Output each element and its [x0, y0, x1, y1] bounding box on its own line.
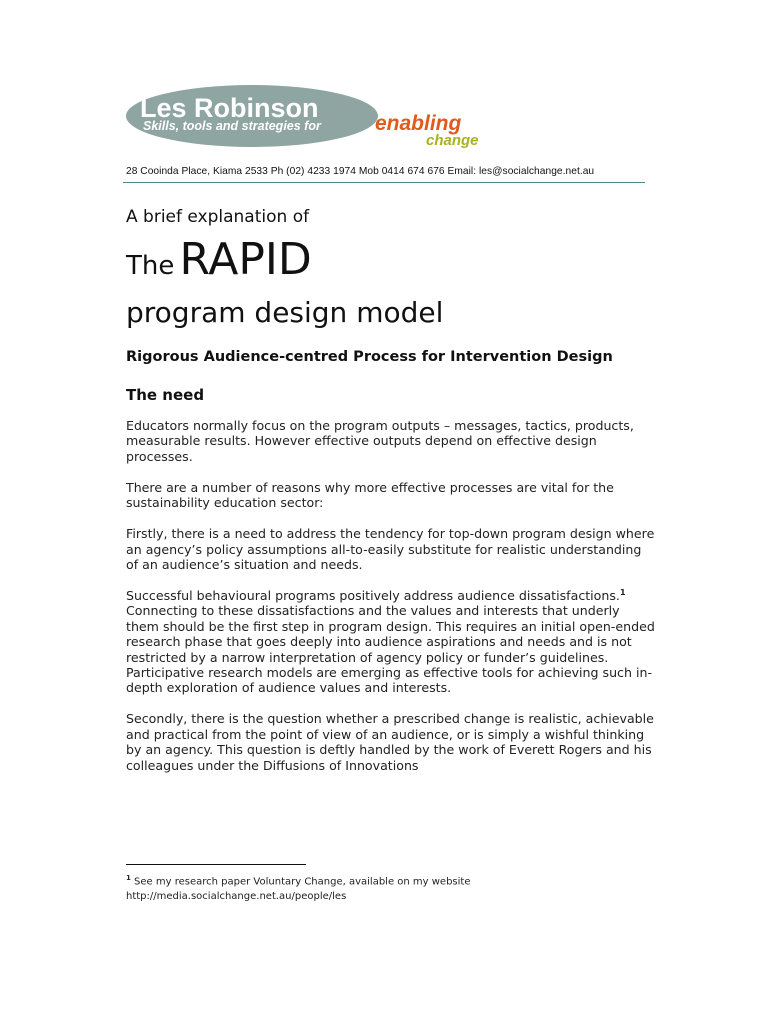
footnote-divider: [126, 864, 306, 865]
acronym-expansion: Rigorous Audience-centred Process for Intervention Design: [126, 349, 613, 365]
paragraph-part: Successful behavioural programs positively address audience dissatisfactions.: [126, 588, 620, 604]
logo-name: Les Robinson: [140, 93, 319, 123]
paragraph: Secondly, there is the question whether a prescribed change is realistic, achievable and practical from the point of view of an audience, or is simply a wishful thinking by an agency. This question is deftly handled by the work of Everett Rogers and his colleagues under the Diffusions of Innovations: [126, 711, 654, 773]
body-text: [126, 418, 656, 789]
document-subtitle: program design model: [126, 296, 444, 329]
footnote-marker: 1: [126, 874, 131, 882]
footnote-text: See my research paper Voluntary Change, available on my website: [130, 876, 471, 888]
footnote-reference[interactable]: 1: [619, 587, 626, 597]
footnote: [126, 871, 646, 905]
intro-text: A brief explanation of: [126, 207, 310, 227]
logo-change: change: [426, 132, 479, 149]
paragraph: There are a number of reasons why more effective processes are vital for the sustainability education sector:: [126, 479, 614, 511]
header-divider: [123, 182, 645, 183]
paragraph: Firstly, there is a need to address the tendency for top-down program design where an agency’s policy assumptions all-to-easily substitute for realistic understanding of an audience’s situation and needs.: [126, 526, 655, 573]
title-prefix: The: [126, 251, 175, 281]
logo-enabling: enabling: [375, 112, 462, 135]
footnote-url[interactable]: http://media.socialchange.net.au/people/les: [126, 890, 347, 902]
logo-tagline: Skills, tools and strategies for: [143, 119, 321, 133]
section-heading: The need: [126, 386, 205, 404]
les-robinson-logo: [126, 84, 526, 154]
footnote-text-line: [126, 871, 646, 890]
paragraph: Educators normally focus on the program outputs – messages, tactics, products, measurable results. However effective outputs depend on effective design processes.: [126, 418, 634, 464]
contact-line: 28 Cooinda Place, Kiama 2533 Ph (02) 4233 1974 Mob 0414 674 676 Email: les@socialchange.net.au: [126, 166, 595, 177]
paragraph: [126, 588, 656, 696]
title-main: RAPID: [179, 234, 312, 285]
paragraph-part: Connecting to these dissatisfactions and the values and interests that underly them should be the first step in program design. This requires an initial open-ended research phase that goes deeply into audience aspirations and needs and is not restricted by a narrow interpretation of agency policy or funder’s guidelines. Participative research models are emerging as effective tools for achieving such in-depth exploration of audience values and interests.: [126, 603, 655, 696]
document-title: [126, 234, 312, 285]
